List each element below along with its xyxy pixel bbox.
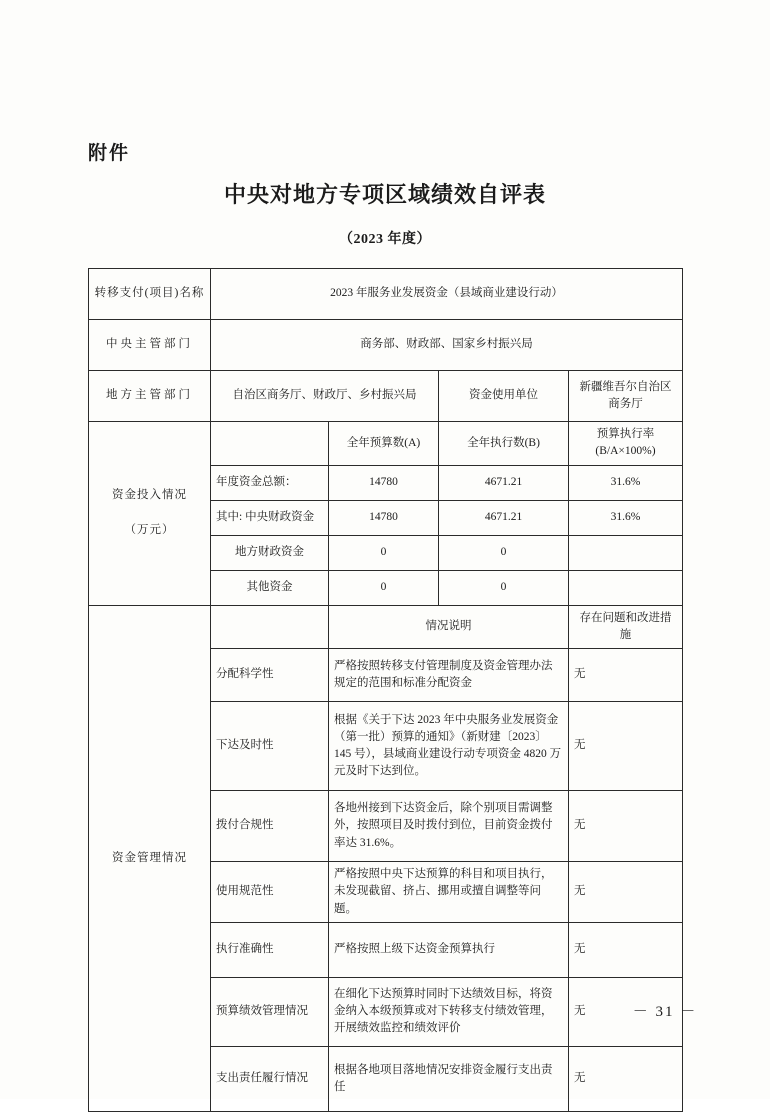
mgmt-item-situation: 各地州接到下达资金后，除个别项目需调整外，按照项目及时拨付到位，目前资金拨付率达 31.6%。 [329, 791, 569, 862]
attachment-label: 附件 [88, 143, 131, 164]
fund-item-rate: 31.6% [569, 465, 683, 500]
table-row-fund-mgmt-header [89, 605, 683, 649]
column-header-situation: 情况说明 [329, 605, 569, 649]
mgmt-item-problem: 无 [569, 702, 683, 791]
column-header-executed: 全年执行数(B) [439, 422, 569, 466]
fund-item-budget: 0 [329, 535, 439, 570]
mgmt-item-situation: 根据《关于下达 2023 年中央服务业发展资金（第一批）预算的通知》（新财建〔2023〕145 号），县域商业建设行动专项资金 4820 万元及时下达到位。 [329, 702, 569, 791]
fund-mgmt-blank-cell [211, 605, 329, 649]
mgmt-item-name: 下达及时性 [211, 702, 329, 791]
mgmt-item-situation: 严格按照转移支付管理制度及资金管理办法规定的范围和标准分配资金 [329, 649, 569, 702]
fund-item-executed: 0 [439, 570, 569, 605]
central-dept-label: 中央主管部门 [89, 320, 211, 371]
fund-item-budget: 14780 [329, 465, 439, 500]
column-header-budget: 全年预算数(A) [329, 422, 439, 466]
transfer-name-value: 2023 年服务业发展资金（县域商业建设行动） [211, 269, 683, 320]
mgmt-item-name: 分配科学性 [211, 649, 329, 702]
execution-rate-line2: (B/A×100%) [595, 445, 656, 458]
mgmt-item-situation: 严格按照上级下达资金预算执行 [329, 922, 569, 977]
table-row-local-dept [89, 371, 683, 422]
mgmt-item-name: 预算绩效管理情况 [211, 977, 329, 1046]
mgmt-item-problem: 无 [569, 1046, 683, 1111]
fund-item-rate: 31.6% [569, 500, 683, 535]
fund-input-unit-text: （万元） [124, 524, 175, 537]
fund-item-executed: 4671.21 [439, 500, 569, 535]
table-row-transfer-name [89, 269, 683, 320]
fund-item-name: 年度资金总额： [211, 465, 329, 500]
table-row-central-dept [89, 320, 683, 371]
mgmt-item-problem: 无 [569, 862, 683, 923]
fund-unit-value: 新疆维吾尔自治区商务厅 [569, 371, 683, 422]
execution-rate-line1: 预算执行率 [596, 428, 655, 440]
transfer-name-label: 转移支付(项目)名称 [89, 269, 211, 320]
central-dept-value: 商务部、财政部、国家乡村振兴局 [211, 320, 683, 371]
mgmt-item-situation: 严格按照中央下达预算的科目和项目执行，未发现截留、挤占、挪用或擅自调整等问题。 [329, 862, 569, 923]
fund-item-budget: 14780 [329, 500, 439, 535]
fund-input-section-label [89, 422, 211, 606]
fund-item-name: 地方财政资金 [211, 535, 329, 570]
mgmt-item-problem: 无 [569, 977, 683, 1046]
mgmt-item-problem: 无 [569, 649, 683, 702]
mgmt-item-problem: 无 [569, 922, 683, 977]
fund-item-budget: 0 [329, 570, 439, 605]
mgmt-item-situation: 根据各地项目落地情况安排资金履行支出责任 [329, 1046, 569, 1111]
page-subtitle: （2023 年度） [339, 232, 431, 247]
fund-item-executed: 4671.21 [439, 465, 569, 500]
fund-mgmt-section-label: 资金管理情况 [89, 605, 211, 1111]
fund-unit-label: 资金使用单位 [439, 371, 569, 422]
fund-item-rate [569, 570, 683, 605]
mgmt-item-name: 支出责任履行情况 [211, 1046, 329, 1111]
fund-item-executed: 0 [439, 535, 569, 570]
fund-input-label-text: 资金投入情况 [112, 489, 187, 501]
page-number: － 31 － [632, 1004, 698, 1020]
mgmt-item-name: 执行准确性 [211, 922, 329, 977]
column-header-execution-rate [569, 422, 683, 466]
mgmt-item-name: 使用规范性 [211, 862, 329, 923]
fund-item-name: 其中: 中央财政资金 [211, 500, 329, 535]
fund-item-rate [569, 535, 683, 570]
mgmt-item-situation: 在细化下达预算时同时下达绩效目标，将资金纳入本级预算或对下转移支付绩效管理，开展绩效监控和绩效评价 [329, 977, 569, 1046]
column-header-problems: 存在问题和改进措施 [569, 605, 683, 649]
fund-input-blank-cell [211, 422, 329, 466]
mgmt-item-problem: 无 [569, 791, 683, 862]
local-dept-label: 地方主管部门 [89, 371, 211, 422]
fund-item-name: 其他资金 [211, 570, 329, 605]
table-row-fund-input-header [89, 422, 683, 466]
local-dept-value: 自治区商务厅、财政厅、乡村振兴局 [211, 371, 439, 422]
page-title: 中央对地方专项区域绩效自评表 [223, 182, 546, 207]
performance-self-evaluation-table [88, 268, 683, 1112]
mgmt-item-name: 拨付合规性 [211, 791, 329, 862]
